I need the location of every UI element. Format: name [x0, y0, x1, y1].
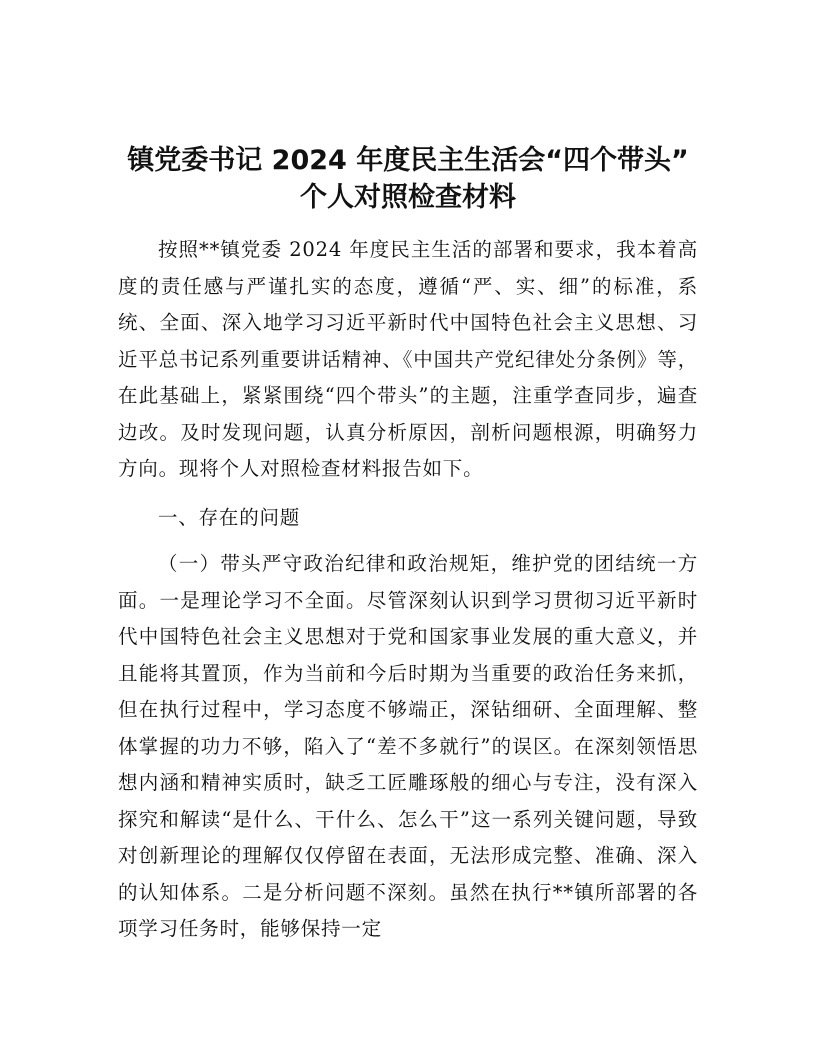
section-paragraph: （一）带头严守政治纪律和政治规矩，维护党的团结统一方面。一是理论学习不全面。尽管深刻认识到学习贯彻习近平新时代中国特色社会主义思想对于党和国家事业发展的重大意义，并且能将其置顶，作为当前和今后时期为当重要的政治任务来抓，但在执行过程中，学习态度不够端正，深钻细研、全面理解、整体掌握的功力不够，陷入了“差不多就行”的误区。在深刻领悟思想内涵和精神实质时，缺乏工匠雕琢般的细心与专注，没有深入探究和解读“是什么、干什么、怎么干”这一系列关键问题，导致对创新理论的理解仅仅停留在表面，无法形成完整、准确、深入的认知体系。二是分析问题不深刻。虽然在执行**镇所部署的各项学习任务时，能够保持一定 — [118, 552, 698, 940]
document-title-line-2: 个人对照检查材料 — [300, 182, 516, 213]
intro-paragraph: 按照**镇党委 2024 年度民主生活的部署和要求，我本着高度的责任感与严谨扎实的态度，遵循“严、实、细”的标准，系统、全面、深入地学习习近平新时代中国特色社会主义思想、习近平总书记系列重要讲话精神、《中国共产党纪律处分条例》等，在此基础上，紧紧围绕“四个带头”的主题，注重学查同步，遍查边改。及时发现问题，认真分析原因，剖析问题根源，明确努力方向。现将个人对照检查材料报告如下。 — [118, 238, 698, 480]
document-title-line-1: 镇党委书记 2024 年度民主生活会“四个带头” — [127, 145, 689, 176]
section-heading: 一、存在的问题 — [158, 506, 301, 529]
